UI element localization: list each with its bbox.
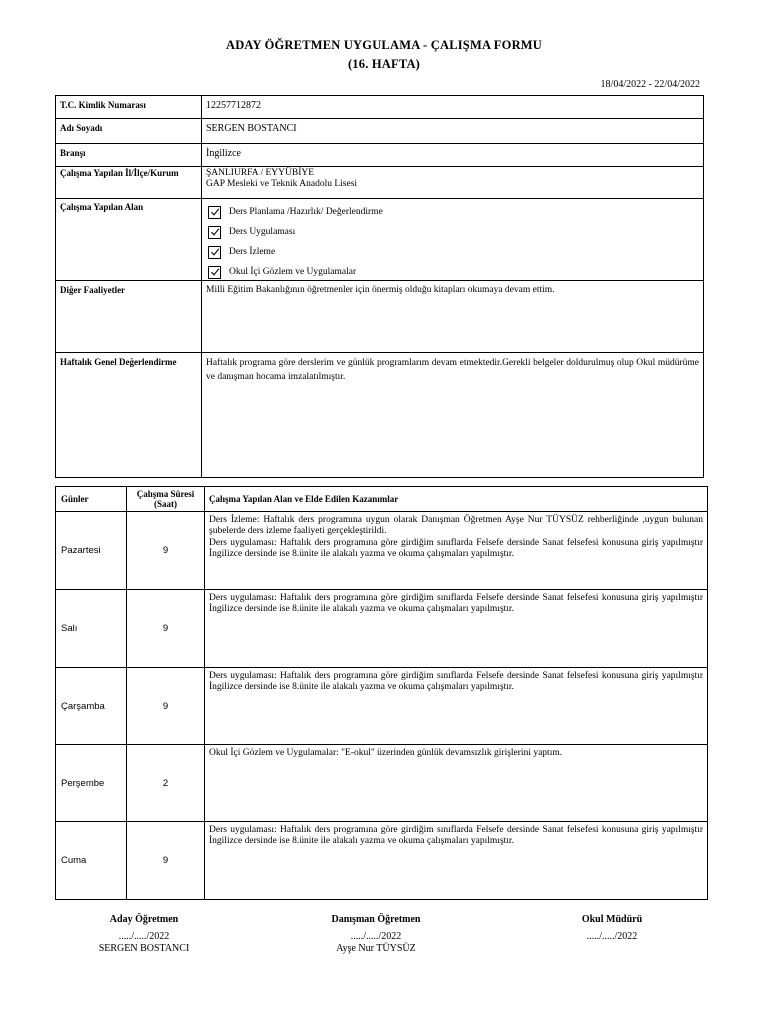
checkbox-teaching[interactable] bbox=[208, 226, 221, 239]
row-eval bbox=[56, 353, 703, 477]
branch-value: İngilizce bbox=[206, 148, 241, 159]
form-week: (16. HAFTA) bbox=[347, 57, 421, 71]
row-area bbox=[56, 199, 703, 281]
day-work bbox=[205, 668, 707, 744]
signature-role: Okul Müdürü bbox=[581, 914, 643, 925]
other-label: Diğer Faaliyetler bbox=[56, 281, 202, 352]
day-name: Cuma bbox=[56, 822, 127, 899]
area-item-teaching bbox=[202, 222, 703, 242]
checkbox-planning[interactable] bbox=[208, 206, 221, 219]
signature-name: Ayşe Nur TÜYSÜZ bbox=[336, 943, 416, 954]
eval-label: Haftalık Genel Değerlendirme bbox=[56, 353, 202, 477]
signature-date: ...../...../2022 bbox=[350, 931, 402, 942]
checkmark-icon bbox=[210, 227, 220, 237]
signature-aday bbox=[44, 914, 244, 954]
info-table bbox=[55, 95, 704, 478]
area-item-label: Okul İçi Gözlem ve Uygulamalar bbox=[229, 267, 357, 277]
col-hours-line-2: (Saat) bbox=[154, 499, 177, 509]
area-checklist bbox=[202, 199, 703, 280]
checkmark-icon bbox=[210, 247, 220, 257]
row-location bbox=[56, 167, 703, 199]
table-row-carsamba bbox=[56, 668, 707, 745]
col-hours-header bbox=[127, 487, 205, 511]
signature-role: Aday Öğretmen bbox=[109, 914, 179, 925]
branch-label: Branşı bbox=[56, 144, 202, 166]
tc-value: 12257712872 bbox=[206, 100, 261, 111]
day-work-text: Ders uygulaması: Haftalık ders programına göre girdiğim sınıflarda Felsefe dersinde Sanat felsefesi konusuna giriş yapılmıştır İngilizce dersinde ise 8.ünite ile alakalı yazma ve okuma çalışmaları yapılmıştır. bbox=[209, 537, 703, 560]
col-day-header: Günler bbox=[56, 487, 127, 511]
col-hours-line-1: Çalışma Süresi bbox=[136, 488, 195, 499]
area-label: Çalışma Yapılan Alan bbox=[56, 199, 202, 280]
day-hours: 9 bbox=[127, 822, 205, 899]
day-work-text: Ders uygulaması: Haftalık ders programına göre girdiğim sınıflarda Felsefe dersinde Sanat felsefesi konusuna giriş yapılmıştır İngilizce dersinde ise 8.ünite ile alakalı yazma ve okuma çalışmaları yapılmıştır. bbox=[209, 825, 703, 847]
day-name: Pazartesi bbox=[56, 512, 127, 589]
checkbox-school[interactable] bbox=[208, 266, 221, 279]
checkmark-icon bbox=[210, 267, 220, 277]
date-range: 18/04/2022 - 22/04/2022 bbox=[600, 79, 700, 90]
checkbox-observation[interactable] bbox=[208, 246, 221, 259]
day-work-text: Ders uygulaması: Haftalık ders programına göre girdiğim sınıflarda Felsefe dersinde Sanat felsefesi konusuna giriş yapılmıştır İngilizce dersinde ise 8.ünite ile alakalı yazma ve okuma çalışmaları yapılmıştır. bbox=[209, 593, 703, 615]
location-value bbox=[202, 167, 703, 198]
days-table-header bbox=[56, 487, 707, 512]
form-title: ADAY ÖĞRETMEN UYGULAMA - ÇALIŞMA FORMU bbox=[225, 38, 543, 52]
day-name: Çarşamba bbox=[56, 668, 127, 744]
row-tc bbox=[56, 96, 703, 119]
area-item-label: Ders Uygulaması bbox=[229, 227, 296, 237]
day-work-text: Okul İçi Gözlem ve Uygulamalar: "E-okul" üzerinden günlük devamsızlık girişlerini yaptım. bbox=[209, 748, 563, 758]
area-item-observation bbox=[202, 242, 703, 262]
signature-name: SERGEN BOSTANCI bbox=[98, 943, 190, 954]
signature-mudur bbox=[512, 914, 712, 942]
name-value: SERGEN BOSTANCI bbox=[206, 123, 297, 134]
eval-value: Haftalık programa göre derslerim ve günlük programlarım devam etmektedir.Gerekli belgeler doldurulmuş olup Okul müdürüme ve danışman hocama imzalatılmıştır. bbox=[206, 358, 699, 382]
location-label: Çalışma Yapılan İl/İlçe/Kurum bbox=[56, 167, 202, 198]
col-work-header: Çalışma Yapılan Alan ve Elde Edilen Kazanımlar bbox=[209, 494, 399, 504]
days-table bbox=[55, 486, 708, 900]
signature-date: ...../...../2022 bbox=[118, 931, 170, 942]
day-work bbox=[205, 590, 707, 667]
tc-label: T.C. Kimlik Numarası bbox=[56, 96, 202, 118]
area-item-label: Ders Planlama /Hazırlık/ Değerlendirme bbox=[229, 207, 383, 217]
location-line-1: ŞANLIURFA / EYYÜBİYE bbox=[206, 168, 315, 178]
row-branch bbox=[56, 144, 703, 167]
table-row-sali bbox=[56, 590, 707, 668]
day-work bbox=[205, 512, 707, 589]
day-name: Salı bbox=[56, 590, 127, 667]
checkmark-icon bbox=[210, 207, 220, 217]
day-hours: 9 bbox=[127, 590, 205, 667]
signature-role: Danışman Öğretmen bbox=[331, 914, 421, 925]
table-row-cuma bbox=[56, 822, 707, 899]
other-value: Milli Eğitim Bakanlığının öğretmenler için önermiş olduğu kitapları okumaya devam ettim. bbox=[206, 285, 555, 295]
table-row-pazartesi bbox=[56, 512, 707, 590]
day-name: Perşembe bbox=[56, 745, 127, 821]
signature-danisman bbox=[276, 914, 476, 954]
area-item-school bbox=[202, 262, 703, 282]
name-label: Adı Soyadı bbox=[56, 119, 202, 143]
signature-date: ...../...../2022 bbox=[586, 931, 638, 942]
table-row-persembe bbox=[56, 745, 707, 822]
day-hours: 9 bbox=[127, 668, 205, 744]
location-line-2: GAP Mesleki ve Teknik Anadolu Lisesi bbox=[206, 178, 358, 189]
row-name bbox=[56, 119, 703, 144]
area-item-label: Ders İzleme bbox=[229, 247, 276, 257]
day-work-text: Ders İzleme: Haftalık ders programına uygun olarak Danışman Öğretmen Ayşe Nur TÜYSÜZ rehberliğinde ,uygun bulunan şubelerde ders izleme faaliyeti gerçekleştirildi. bbox=[209, 515, 703, 537]
row-other bbox=[56, 281, 703, 353]
day-work bbox=[205, 822, 707, 899]
day-work-text: Ders uygulaması: Haftalık ders programına göre girdiğim sınıflarda Felsefe dersinde Sanat felsefesi konusuna giriş yapılmıştır İngilizce dersinde ise 8.ünite ile alakalı yazma ve okuma çalışmaları yapılmıştır. bbox=[209, 671, 703, 693]
day-hours: 2 bbox=[127, 745, 205, 821]
area-item-planning bbox=[202, 202, 703, 222]
day-hours: 9 bbox=[127, 512, 205, 589]
day-work bbox=[205, 745, 707, 821]
